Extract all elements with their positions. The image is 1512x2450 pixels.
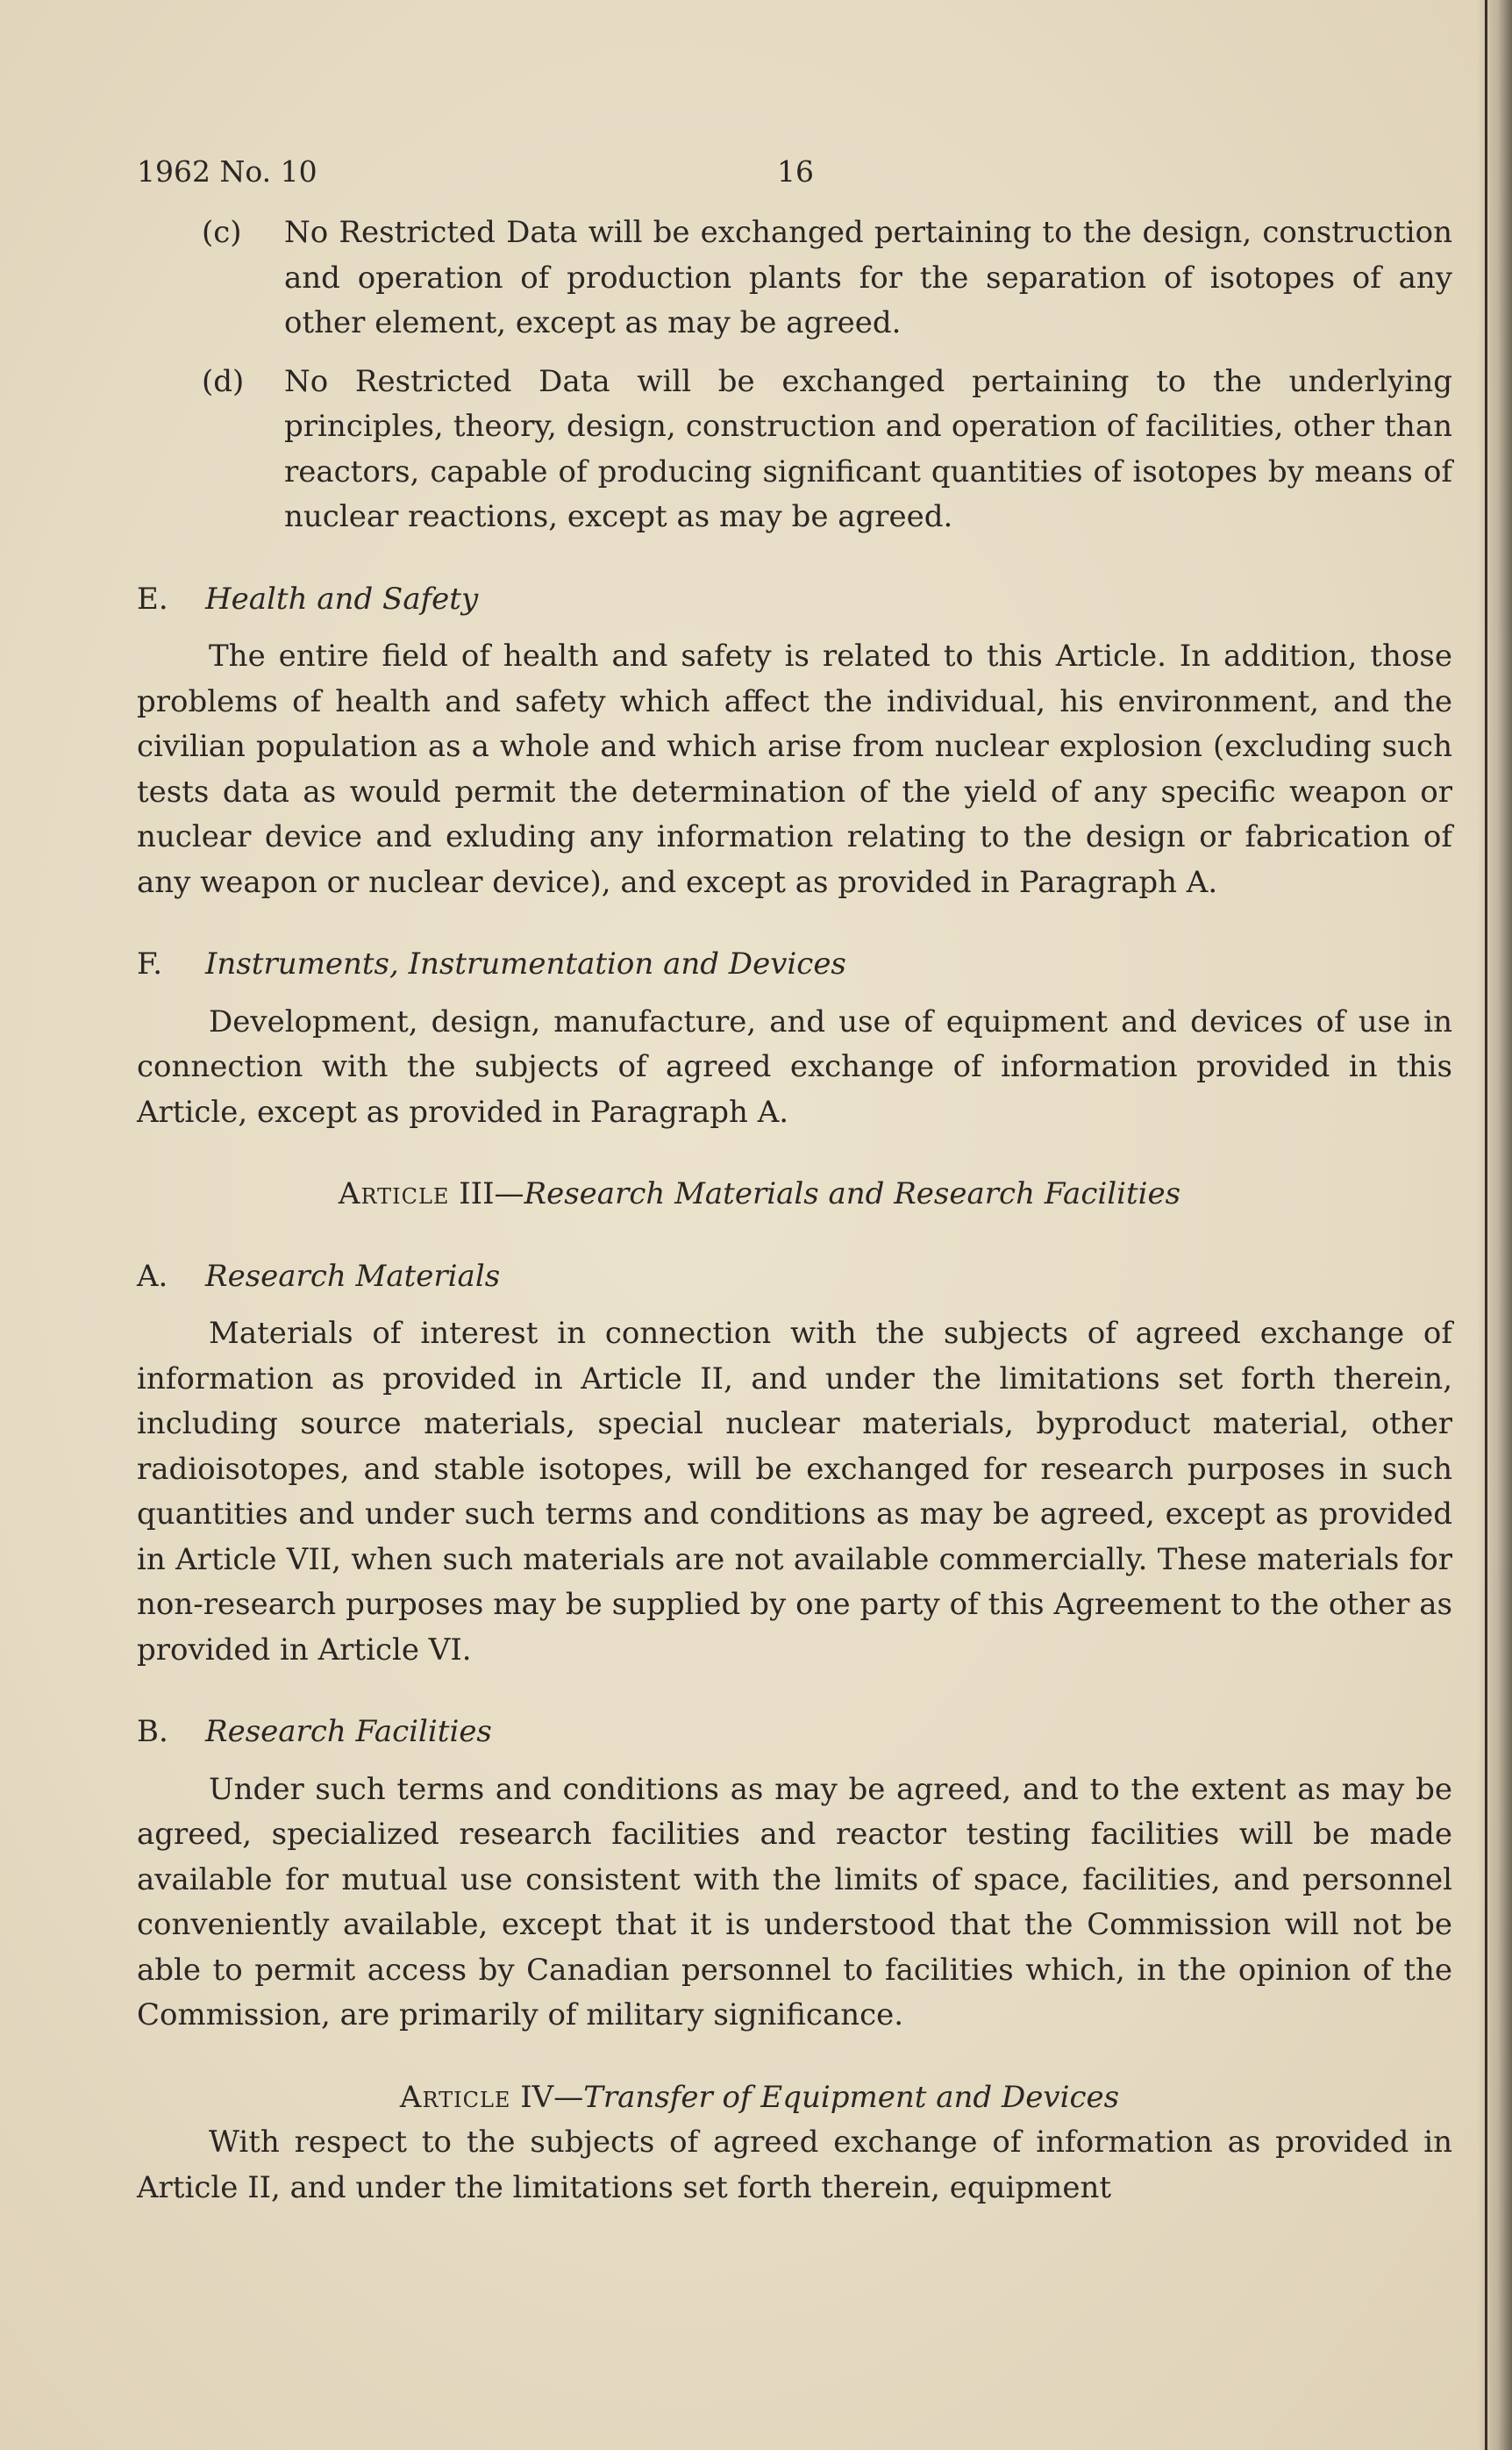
item-d (137, 360, 1452, 540)
section-title: Research Facilities (205, 1714, 492, 1749)
section-letter: F. (137, 946, 163, 982)
item-text: No Restricted Data will be exchanged pertaining to the underlying principles, theory, design, construction and operation of facilities, other than reactors, capable of producing significant quantities of isotopes by means of nuclear reactions, except as may be agreed. (284, 363, 1452, 534)
page-edge-line (1485, 0, 1487, 2450)
page-header (137, 149, 1452, 211)
article-4-paragraph: With respect to the subjects of agreed exchange of information as provided in Article II, and under the limitations set forth therein, equipment (137, 2125, 1452, 2205)
item-mark: (c) (202, 215, 242, 250)
section-f-paragraph: Development, design, manufacture, and use of equipment and devices of use in connection with the subjects of agreed exchange of information provided in this Article, except as provided in Paragraph A. (137, 1004, 1452, 1130)
section-letter: E. (137, 581, 168, 617)
page-edge-shadow (1477, 0, 1512, 2450)
section-f-heading (137, 942, 1452, 988)
section-e-heading (137, 577, 1452, 623)
section-title: Research Materials (205, 1258, 501, 1294)
item-text: No Restricted Data will be exchanged pertaining to the design, construction and operation of production plants for the separation of isotopes of any other element, except as may be agreed. (284, 215, 1452, 340)
article-number: III— (459, 1176, 524, 1211)
article-number: IV— (520, 2079, 584, 2115)
section-a-paragraph: Materials of interest in connection with the subjects of agreed exchange of information as provided in Article II, and under the limitations set forth therein, including source materials, special nuclear materials, byproduct material, other radioisotopes, and stable isotopes, will be exchanged for research purposes in such quantities and under such terms and conditions as may be agreed, except as provided in Article VII, when such materials are not available commercially. These materials for non-research purposes may be supplied by one party of this Agreement to the other as provided in Article VI. (137, 1316, 1452, 1668)
article-word: Article (399, 2079, 511, 2115)
section-a-heading (137, 1254, 1452, 1300)
item-mark: (d) (202, 363, 245, 399)
item-c (137, 211, 1452, 346)
article-3-heading (137, 1172, 1452, 1218)
section-e-paragraph: The entire field of health and safety is related to this Article. In addition, those problems of health and safety which affect the individual, his environment, and the civilian population as a whole and which arise from nuclear explosion (excluding such tests data as would permit the determination of the yield of any specific weapon or nuclear device and exluding any information relating to the design or fabrication of any weapon or nuclear device), and except as provided in Paragraph A. (137, 639, 1452, 900)
page-content (137, 149, 1452, 2211)
document-reference: 1962 No. 10 (137, 154, 317, 189)
section-b-heading (137, 1710, 1452, 1755)
section-letter: B. (137, 1714, 168, 1749)
article-4-heading (137, 2075, 1452, 2121)
article-title: Research Materials and Research Facilities (524, 1176, 1181, 1211)
article-word: Article (338, 1176, 450, 1211)
page-number: 16 (777, 154, 814, 189)
section-title: Instruments, Instrumentation and Devices (205, 946, 846, 982)
section-b-paragraph: Under such terms and conditions as may be agreed, and to the extent as may be agreed, specialized research facilities and reactor testing facilities will be made available for mutual use consistent with the limits of space, facilities, and personnel conveniently available, except that it is understood that the Commission will not be able to permit access by Canadian personnel to facilities which, in the opinion of the Commission, are primarily of military significance. (137, 1771, 1452, 2032)
section-letter: A. (137, 1258, 168, 1294)
section-title: Health and Safety (205, 581, 479, 617)
article-title: Transfer of Equipment and Devices (583, 2079, 1120, 2115)
